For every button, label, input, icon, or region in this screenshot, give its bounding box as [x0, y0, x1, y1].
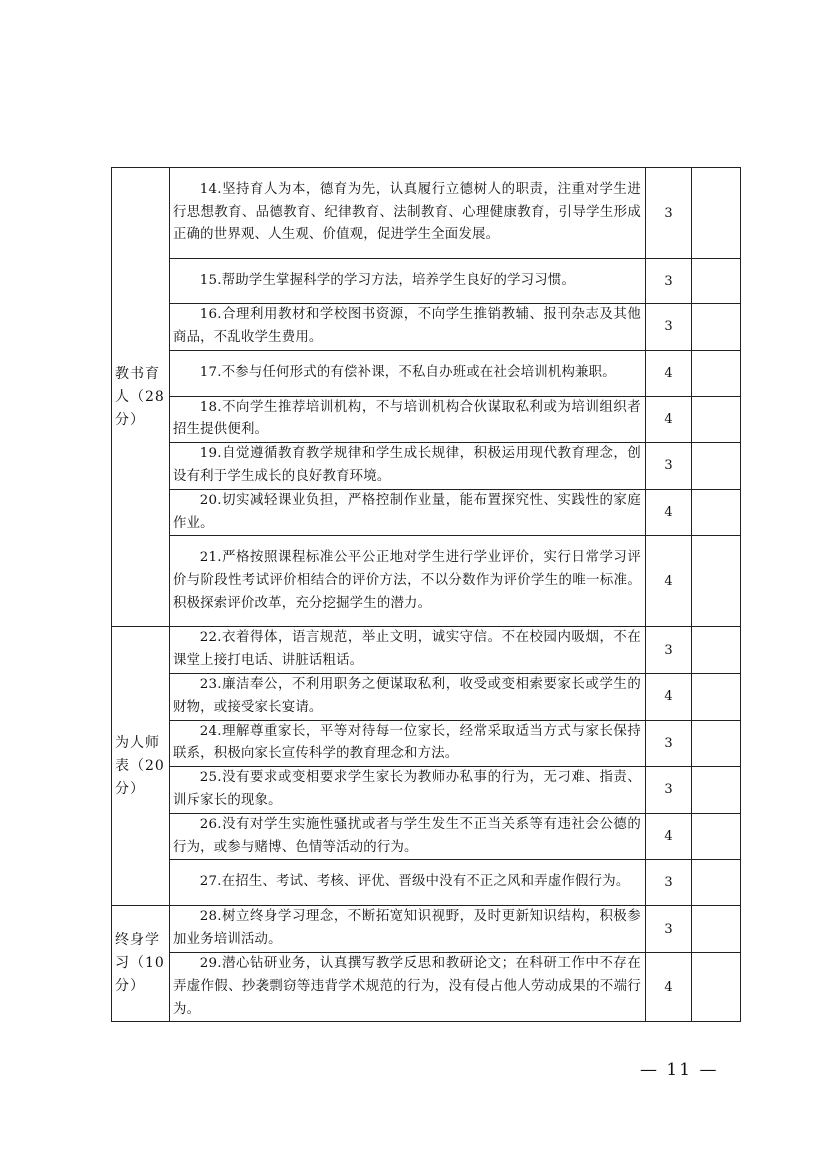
- table-row: [112, 767, 741, 814]
- score-cell: 4: [646, 952, 692, 1021]
- evaluation-table: [111, 167, 741, 1022]
- table-row: [112, 168, 741, 259]
- score-cell: 3: [646, 906, 692, 953]
- table-body: [112, 168, 741, 1022]
- item-text: 20.切实减轻课业负担，严格控制作业量，能布置探究性、实践性的家庭作业。: [170, 489, 646, 536]
- item-text: 22.衣着得体，语言规范，举止文明，诚实守信。不在校园内吸烟，不在课堂上接打电话、讲脏话粗话。: [170, 627, 646, 674]
- item-text: 29.潜心钻研业务，认真撰写教学反思和教研论文；在科研工作中不存在弄虚作假、抄袭剽窃等违背学术规范的行为，没有侵占他人劳动成果的不端行为。: [170, 952, 646, 1021]
- rating-cell: [692, 259, 741, 304]
- page-number: — 11 —: [640, 1060, 719, 1080]
- score-cell: 3: [646, 259, 692, 304]
- item-text: 26.没有对学生实施性骚扰或者与学生发生不正当关系等有违社会公德的行为，或参与赌博、色情等活动的行为。: [170, 813, 646, 860]
- rating-cell: [692, 627, 741, 674]
- item-text: 17.不参与任何形式的有偿补课，不私自办班或在社会培训机构兼职。: [170, 350, 646, 396]
- table-row: [112, 443, 741, 490]
- item-text: 15.帮助学生掌握科学的学习方法，培养学生良好的学习习惯。: [170, 259, 646, 304]
- score-cell: 4: [646, 489, 692, 536]
- rating-cell: [692, 767, 741, 814]
- score-cell: 3: [646, 627, 692, 674]
- rating-cell: [692, 396, 741, 443]
- score-cell: 3: [646, 860, 692, 906]
- item-text: 23.廉洁奉公，不利用职务之便谋取私利，收受或变相索要家长或学生的财物，或接受家长宴请。: [170, 673, 646, 720]
- rating-cell: [692, 813, 741, 860]
- table-row: [112, 860, 741, 906]
- table-row: [112, 259, 741, 304]
- score-cell: 4: [646, 813, 692, 860]
- table-row: [112, 813, 741, 860]
- table-row: [112, 720, 741, 767]
- score-cell: 4: [646, 673, 692, 720]
- score-cell: 3: [646, 720, 692, 767]
- table-row: [112, 396, 741, 443]
- item-text: 25.没有要求或变相要求学生家长为教师办私事的行为，无刁难、指责、训斥家长的现象。: [170, 767, 646, 814]
- rating-cell: [692, 443, 741, 490]
- item-text: 16.合理利用教材和学校图书资源，不向学生推销教辅、报刊杂志及其他商品，不乱收学生费用。: [170, 304, 646, 351]
- table-row: [112, 304, 741, 351]
- score-cell: 3: [646, 443, 692, 490]
- category-cell: 终身学习（10分）: [112, 906, 170, 1022]
- score-cell: 3: [646, 168, 692, 259]
- table-row: [112, 489, 741, 536]
- rating-cell: [692, 536, 741, 627]
- rating-cell: [692, 350, 741, 396]
- item-text: 28.树立终身学习理念，不断拓宽知识视野，及时更新知识结构，积极参加业务培训活动。: [170, 906, 646, 953]
- table-row: [112, 350, 741, 396]
- rating-cell: [692, 489, 741, 536]
- score-cell: 3: [646, 767, 692, 814]
- item-text: 24.理解尊重家长，平等对待每一位家长，经常采取适当方式与家长保持联系，积极向家长宣传科学的教育理念和方法。: [170, 720, 646, 767]
- rating-cell: [692, 952, 741, 1021]
- rating-cell: [692, 168, 741, 259]
- table-row: [112, 627, 741, 674]
- item-text: 18.不向学生推荐培训机构，不与培训机构合伙谋取私利或为培训组织者招生提供便利。: [170, 396, 646, 443]
- category-cell: 教书育人（28分）: [112, 168, 170, 627]
- score-cell: 3: [646, 304, 692, 351]
- score-cell: 4: [646, 536, 692, 627]
- score-cell: 4: [646, 350, 692, 396]
- rating-cell: [692, 860, 741, 906]
- rating-cell: [692, 673, 741, 720]
- table-row: [112, 906, 741, 953]
- rating-cell: [692, 304, 741, 351]
- score-cell: 4: [646, 396, 692, 443]
- item-text: 27.在招生、考试、考核、评优、晋级中没有不正之风和弄虚作假行为。: [170, 860, 646, 906]
- item-text: 19.自觉遵循教育教学规律和学生成长规律，积极运用现代教育理念，创设有利于学生成长的良好教育环境。: [170, 443, 646, 490]
- item-text: 21.严格按照课程标准公平公正地对学生进行学业评价，实行日常学习评价与阶段性考试评价相结合的评价方法，不以分数作为评价学生的唯一标准。积极探索评价改革，充分挖掘学生的潜力。: [170, 536, 646, 627]
- table-row: [112, 536, 741, 627]
- category-cell: 为人师表（20分）: [112, 627, 170, 906]
- item-text: 14.坚持育人为本，德育为先，认真履行立德树人的职责，注重对学生进行思想教育、品德教育、纪律教育、法制教育、心理健康教育，引导学生形成正确的世界观、人生观、价值观，促进学生全面发展。: [170, 168, 646, 259]
- rating-cell: [692, 720, 741, 767]
- rating-cell: [692, 906, 741, 953]
- table-row: [112, 952, 741, 1021]
- table-row: [112, 673, 741, 720]
